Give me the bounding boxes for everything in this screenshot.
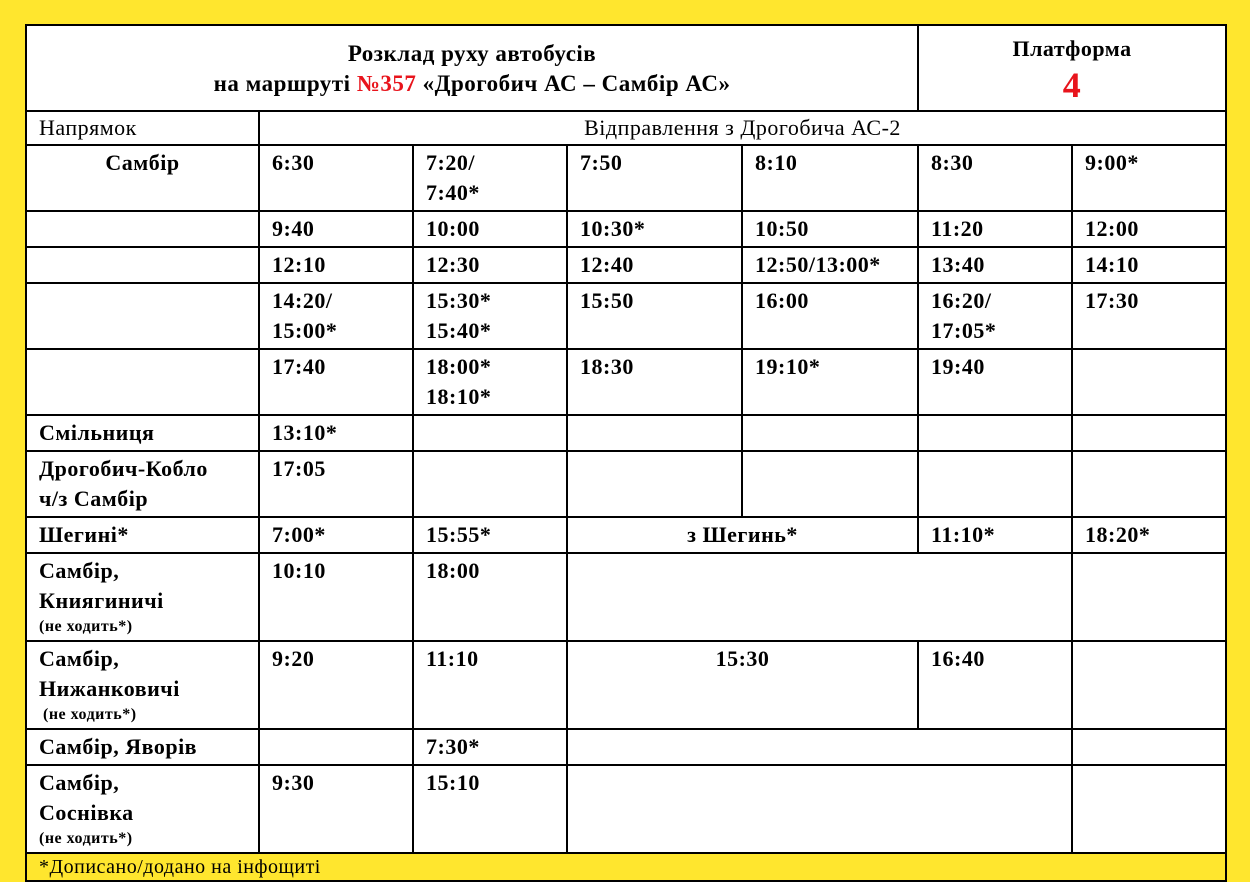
empty-cell bbox=[1072, 641, 1226, 729]
route-name: «Дрогобич АС – Самбір АС» bbox=[416, 71, 731, 96]
time-cell: 6:30 bbox=[259, 145, 413, 211]
time-cell: 11:10* bbox=[918, 517, 1072, 553]
table-row bbox=[26, 283, 1226, 349]
empty-cell bbox=[567, 451, 742, 517]
empty-cell bbox=[567, 765, 1072, 853]
table-row bbox=[26, 415, 1226, 451]
empty-cell bbox=[413, 415, 567, 451]
columns-row bbox=[26, 111, 1226, 145]
time-cell: 12:40 bbox=[567, 247, 742, 283]
empty-cell bbox=[1072, 451, 1226, 517]
time-cell: 17:40 bbox=[259, 349, 413, 415]
direction-shehyni: Шегині* bbox=[26, 517, 259, 553]
time-cell: 9:40 bbox=[259, 211, 413, 247]
time-cell: 16:40 bbox=[918, 641, 1072, 729]
empty-cell bbox=[26, 283, 259, 349]
time-cell: 15:30 bbox=[567, 641, 918, 729]
time-cell bbox=[413, 145, 567, 211]
empty-cell bbox=[259, 729, 413, 765]
table-row bbox=[26, 553, 1226, 641]
time-cell: 17:30 bbox=[1072, 283, 1226, 349]
empty-cell bbox=[1072, 415, 1226, 451]
table-row bbox=[26, 145, 1226, 211]
empty-cell bbox=[26, 349, 259, 415]
direction-line: Самбір, bbox=[39, 558, 120, 583]
time-cell: 12:50/13:00* bbox=[742, 247, 918, 283]
time-cell: 18:20* bbox=[1072, 517, 1226, 553]
time-cell bbox=[413, 283, 567, 349]
empty-cell bbox=[1072, 553, 1226, 641]
time-cell: 17:05 bbox=[259, 451, 413, 517]
table-row bbox=[26, 641, 1226, 729]
platform-number: 4 bbox=[1062, 65, 1082, 105]
time-cell: 13:10* bbox=[259, 415, 413, 451]
time-cell: 7:50 bbox=[567, 145, 742, 211]
time-cell bbox=[259, 283, 413, 349]
direction-line: Нижанковичі bbox=[39, 676, 180, 701]
direction-sosnivka bbox=[26, 765, 259, 853]
schedule-table bbox=[25, 24, 1227, 882]
time-cell: 15:10 bbox=[413, 765, 567, 853]
time-part: 7:20/ bbox=[426, 150, 475, 175]
direction-line: Самбір, bbox=[39, 770, 120, 795]
time-cell: 11:20 bbox=[918, 211, 1072, 247]
time-cell: 10:30* bbox=[567, 211, 742, 247]
time-cell: 14:10 bbox=[1072, 247, 1226, 283]
title-prefix: на маршруті bbox=[213, 71, 357, 96]
time-cell: 10:00 bbox=[413, 211, 567, 247]
empty-cell bbox=[1072, 349, 1226, 415]
empty-cell bbox=[26, 211, 259, 247]
time-cell: 18:30 bbox=[567, 349, 742, 415]
time-cell: 11:10 bbox=[413, 641, 567, 729]
time-cell bbox=[918, 283, 1072, 349]
direction-line: Соснівка bbox=[39, 800, 134, 825]
direction-line: ч/з Самбір bbox=[39, 486, 149, 511]
time-cell: 16:00 bbox=[742, 283, 918, 349]
not-running-note: (не ходить*) bbox=[39, 830, 133, 847]
direction-nyzhankovychi bbox=[26, 641, 259, 729]
table-row bbox=[26, 729, 1226, 765]
time-cell: 18:00 bbox=[413, 553, 567, 641]
empty-cell bbox=[742, 451, 918, 517]
direction-line: Самбір, bbox=[39, 646, 120, 671]
platform-label: Платформа bbox=[1012, 36, 1132, 61]
time-cell: 19:40 bbox=[918, 349, 1072, 415]
empty-cell bbox=[567, 415, 742, 451]
time-part: 15:00* bbox=[272, 318, 338, 343]
empty-cell bbox=[26, 247, 259, 283]
direction-knyahynychi bbox=[26, 553, 259, 641]
empty-cell bbox=[1072, 765, 1226, 853]
empty-cell bbox=[918, 415, 1072, 451]
not-running-note: (не ходить*) bbox=[43, 706, 137, 723]
table-row bbox=[26, 451, 1226, 517]
table-row bbox=[26, 247, 1226, 283]
from-shehyni-note: з Шегинь* bbox=[567, 517, 918, 553]
time-part: 17:05* bbox=[931, 318, 997, 343]
direction-line: Книягиничі bbox=[39, 588, 164, 613]
not-running-note: (не ходить*) bbox=[39, 618, 133, 635]
empty-cell bbox=[918, 451, 1072, 517]
table-row bbox=[26, 517, 1226, 553]
time-cell: 10:50 bbox=[742, 211, 918, 247]
time-cell: 7:30* bbox=[413, 729, 567, 765]
time-part: 15:30* bbox=[426, 288, 492, 313]
route-number: №357 bbox=[356, 71, 417, 96]
header-row bbox=[26, 25, 1226, 111]
title-line-2 bbox=[214, 71, 731, 96]
time-cell: 15:50 bbox=[567, 283, 742, 349]
time-part: 16:20/ bbox=[931, 288, 992, 313]
time-cell: 13:40 bbox=[918, 247, 1072, 283]
footnote: *Дописано/додано на інфощиті bbox=[26, 853, 1226, 881]
direction-smilnytsia: Смільниця bbox=[26, 415, 259, 451]
table-row bbox=[26, 765, 1226, 853]
time-part: 18:00* bbox=[426, 354, 492, 379]
time-part: 7:40* bbox=[426, 180, 480, 205]
time-cell: 7:00* bbox=[259, 517, 413, 553]
time-cell: 12:30 bbox=[413, 247, 567, 283]
schedule-sheet bbox=[25, 24, 1225, 878]
empty-cell bbox=[567, 553, 1072, 641]
time-cell: 8:10 bbox=[742, 145, 918, 211]
schedule-title bbox=[26, 25, 918, 111]
empty-cell bbox=[413, 451, 567, 517]
direction-sambir: Самбір bbox=[26, 145, 259, 211]
direction-yavoriv: Самбір, Яворів bbox=[26, 729, 259, 765]
title-line-1: Розклад руху автобусів bbox=[347, 41, 597, 66]
table-row bbox=[26, 349, 1226, 415]
direction-line: Дрогобич-Кобло bbox=[39, 456, 208, 481]
time-cell: 9:20 bbox=[259, 641, 413, 729]
time-cell: 9:30 bbox=[259, 765, 413, 853]
platform-cell bbox=[918, 25, 1226, 111]
time-cell: 10:10 bbox=[259, 553, 413, 641]
table-row bbox=[26, 211, 1226, 247]
empty-cell bbox=[742, 415, 918, 451]
time-cell: 15:55* bbox=[413, 517, 567, 553]
time-cell: 12:10 bbox=[259, 247, 413, 283]
direction-column-header: Напрямок bbox=[26, 111, 259, 145]
time-part: 15:40* bbox=[426, 318, 492, 343]
departure-column-header: Відправлення з Дрогобича АС-2 bbox=[259, 111, 1226, 145]
time-cell: 19:10* bbox=[742, 349, 918, 415]
time-part: 14:20/ bbox=[272, 288, 333, 313]
time-cell: 12:00 bbox=[1072, 211, 1226, 247]
empty-cell bbox=[1072, 729, 1226, 765]
time-cell: 9:00* bbox=[1072, 145, 1226, 211]
time-part: 18:10* bbox=[426, 384, 492, 409]
direction-kobloch bbox=[26, 451, 259, 517]
empty-cell bbox=[567, 729, 1072, 765]
time-cell bbox=[413, 349, 567, 415]
time-cell: 8:30 bbox=[918, 145, 1072, 211]
